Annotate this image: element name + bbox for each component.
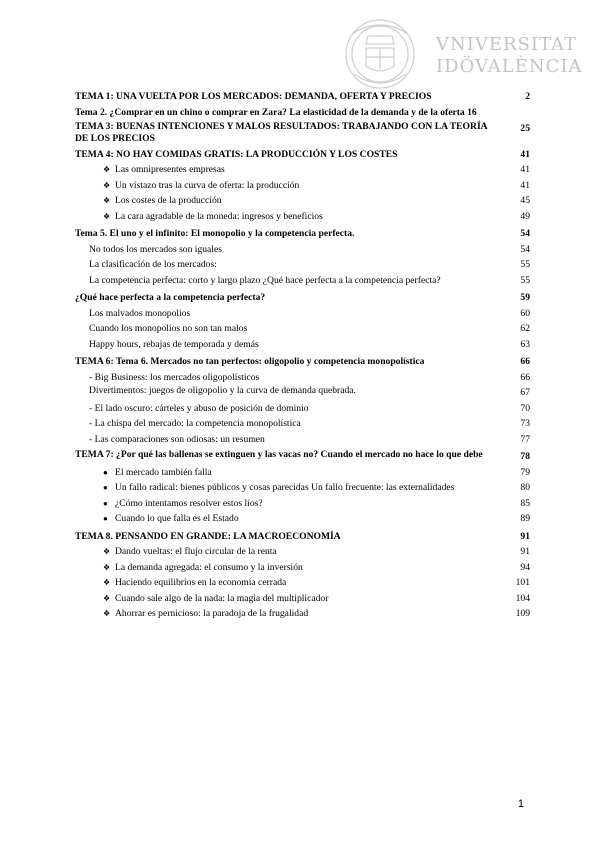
toc-entry-page: 85 [520,497,530,509]
diamond-bullet-icon: ❖ [103,562,111,572]
diamond-bullet-icon: ❖ [103,180,111,190]
toc-entry-page: 60 [520,307,530,319]
toc-entry-title [75,107,508,119]
toc-entry-page: 41 [520,164,530,175]
toc-entry-page: 25 [520,122,530,134]
toc-entry-text: TEMA 6: Tema 6. Mercados no tan perfectos: oligopolio y competencia monopolística [75,356,425,367]
toc-entry-text: ¿Qué hace perfecta a la competencia perfecta? [75,292,266,303]
round-bullet-icon: ● [103,483,108,492]
toc-entry-text: TEMA 8. PENSANDO EN GRANDE: LA MACROECONOMÍA [75,530,341,542]
toc-entry-title [75,432,508,448]
toc-entry-title [75,162,508,178]
toc-entry-title [75,242,508,258]
page-number: 1 [517,798,524,810]
toc-section-entry[interactable] [75,591,530,607]
toc-entry-title [75,606,508,622]
toc-entry-text: - Big Business: los mercados oligopolísticos [89,371,260,383]
toc-entry-title [75,575,508,591]
toc-section-entry[interactable] [75,178,530,194]
toc-entry-text: ¿Cómo intentamos resolver estos líos? [115,497,263,509]
toc-entry-page: 77 [520,433,530,445]
toc-entry-text: El mercado también falla [115,466,212,478]
toc-entry-text: Cuando sale algo de la nada: la magia del multiplicador [115,592,329,604]
toc-entry-page: 73 [520,418,530,429]
toc-entry-title [75,560,508,576]
toc-entry-text: TEMA 7: ¿Por qué las ballenas se extinguen y las vacas no? Cuando el mercado no hace lo que debe [75,449,483,460]
toc-entry-title [75,89,508,105]
toc-entry-page: 49 [520,210,530,222]
toc-entry-text: Los costes de la producción [115,195,222,206]
toc-entry-text: Los malvados monopolios [89,307,191,319]
toc-entry-title [75,480,508,496]
toc-chapter-entry[interactable] [75,354,530,370]
toc-entry-page: 109 [515,608,530,619]
toc-entry-text: Un vistazo tras la curva de oferta: la producción [115,179,300,191]
round-bullet-icon: ● [103,498,108,508]
toc-entry-page: 63 [520,338,530,350]
toc-entry-page: 104 [515,592,530,604]
toc-entry-text: La clasificación de los mercados: [89,259,217,270]
toc-section-entry[interactable] [75,560,530,576]
toc-chapter-entry[interactable] [75,147,530,163]
toc-entry-title [75,193,508,209]
toc-entry-title [75,529,508,545]
toc-entry-text: Happy hours, rebajas de temporada y demás [89,338,259,350]
toc-section-entry[interactable] [75,306,530,322]
toc-entry-text: Tema 2. ¿Comprar en un chino o comprar en Zara? La elasticidad de la demanda y de la oferta 16 [75,106,477,118]
table-of-contents [75,89,530,622]
toc-entry-page: 78 [520,451,530,462]
round-bullet-icon: ● [103,467,108,477]
toc-entry-text: Cuando los monopolios no son tan malos [89,323,248,334]
diamond-bullet-icon: ❖ [103,609,111,618]
toc-entry-page: 62 [520,323,530,334]
toc-chapter-entry[interactable] [75,121,530,145]
toc-entry-page: 70 [520,402,530,414]
toc-chapter-entry[interactable] [75,89,530,105]
toc-section-entry[interactable] [75,193,530,209]
toc-entry-title [75,226,508,242]
toc-section-entry[interactable] [75,575,530,591]
toc-entry-page: 59 [520,292,530,303]
toc-entry-text: TEMA 1: UNA VUELTA POR LOS MERCADOS: DEMANDA, OFERTA Y PRECIOS [75,91,432,102]
toc-entry-title [75,147,508,163]
toc-entry-text: Tema 5. El uno y el infinito: El monopolio y la competencia perfecta. [75,228,355,239]
toc-entry-text: La demanda agregada: el consumo y la inversión [115,561,303,573]
toc-entry-page: 45 [520,195,530,206]
toc-entry-page: 66 [520,356,530,367]
toc-chapter-entry[interactable] [75,226,530,242]
toc-section-entry[interactable] [75,401,530,417]
toc-entry-title [75,306,508,322]
toc-section-entry[interactable] [75,385,530,401]
diamond-bullet-icon: ❖ [103,547,111,556]
toc-entry-title [75,121,508,145]
toc-chapter-entry[interactable] [75,529,530,545]
toc-section-entry[interactable] [75,511,530,527]
toc-entry-page: 101 [515,577,530,588]
toc-entry-title [75,591,508,607]
toc-entry-title [75,511,508,527]
toc-entry-text: Haciendo equilibrios en la economía cerrada [115,577,287,588]
toc-entry-title [75,370,508,386]
toc-entry-page: 66 [520,371,530,383]
toc-entry-title [75,257,508,273]
logo-text-line2: IDÖVALÈNCIA [436,56,583,77]
toc-entry-text: Cuando lo que falla es el Estado [115,513,239,524]
toc-entry-text: TEMA 3: BUENAS INTENCIONES Y MALOS RESULTADOS: TRABAJANDO CON LA TEORÍA DE LOS PRECIOS [75,120,488,144]
toc-entry-page: 67 [520,387,530,398]
toc-entry-title [75,178,508,194]
toc-entry-page: 91 [520,546,530,557]
toc-entry-page: 2 [525,91,530,102]
logo-text-line1: VNIVERSITAT [436,34,578,55]
toc-entry-title [75,401,508,417]
toc-entry-page: 54 [520,228,530,239]
toc-chapter-entry[interactable] [75,290,530,306]
toc-entry-text: Dando vueltas: el flujo circular de la renta [115,546,277,557]
toc-entry-page: 89 [520,513,530,524]
toc-entry-page: 41 [520,179,530,191]
toc-entry-text: - Las comparaciones son odiosas: un resumen [89,433,265,445]
toc-entry-text: Un fallo radical: bienes públicos y cosas parecidas Un fallo frecuente: las externalidades [115,482,455,493]
toc-entry-text: La cara agradable de la moneda: ingresos y beneficios [115,210,323,222]
diamond-bullet-icon: ❖ [103,165,111,174]
toc-section-entry[interactable] [75,337,530,353]
toc-entry-page: 54 [520,243,530,255]
toc-entry-text: La competencia perfecta: corto y largo plazo ¿Qué hace perfecta a la competencia perfecta? [89,274,441,286]
toc-entry-page: 79 [520,466,530,478]
toc-section-entry[interactable] [75,544,530,560]
toc-entry-title [75,385,508,397]
toc-entry-page: 55 [520,274,530,286]
toc-section-entry[interactable] [75,209,530,225]
toc-entry-text: No todos los mercados son iguales [89,243,222,255]
toc-entry-title [75,337,508,353]
toc-chapter-entry[interactable] [75,449,530,465]
toc-section-entry[interactable] [75,370,530,386]
toc-section-entry[interactable] [75,242,530,258]
toc-entry-title [75,496,508,512]
toc-entry-text: Las omnipresentes empresas [115,164,225,175]
toc-entry-page: 80 [520,482,530,493]
toc-entry-title [75,290,508,306]
toc-entry-page: 94 [520,561,530,573]
toc-section-entry[interactable] [75,496,530,512]
diamond-bullet-icon: ❖ [103,593,111,603]
toc-section-entry[interactable] [75,480,530,496]
diamond-bullet-icon: ❖ [103,578,111,587]
toc-entry-text: Ahorrar es pernicioso: la paradoja de la frugalidad [115,608,309,619]
round-bullet-icon: ● [103,514,108,523]
toc-entry-title [75,321,508,337]
toc-section-entry[interactable] [75,465,530,481]
toc-entry-title [75,354,508,370]
toc-entry-page: 91 [520,530,530,542]
toc-chapter-entry[interactable] [75,107,530,119]
toc-entry-text: Divertimentos: juegos de oligopolio y la curva de demanda quebrada. [89,385,356,396]
toc-entry-text: - El lado oscuro: cárteles y abuso de posición de dominio [89,402,309,414]
toc-section-entry[interactable] [75,257,530,273]
toc-entry-title [75,273,508,289]
toc-entry-title [75,416,508,432]
toc-entry-title [75,544,508,560]
toc-entry-title [75,209,508,225]
toc-entry-text: TEMA 4: NO HAY COMIDAS GRATIS: LA PRODUCCIÓN Y LOS COSTES [75,148,398,160]
toc-entry-page: 55 [520,259,530,270]
diamond-bullet-icon: ❖ [103,196,111,205]
toc-entry-page: 41 [520,148,530,160]
toc-entry-title [75,465,508,481]
toc-section-entry[interactable] [75,606,530,622]
toc-entry-text: - La chispa del mercado: la competencia monopolística [89,418,301,429]
toc-section-entry[interactable] [75,321,530,337]
toc-section-entry[interactable] [75,416,530,432]
toc-entry-title [75,449,508,461]
diamond-bullet-icon: ❖ [103,211,111,221]
toc-section-entry[interactable] [75,432,530,448]
toc-section-entry[interactable] [75,273,530,289]
toc-section-entry[interactable] [75,162,530,178]
